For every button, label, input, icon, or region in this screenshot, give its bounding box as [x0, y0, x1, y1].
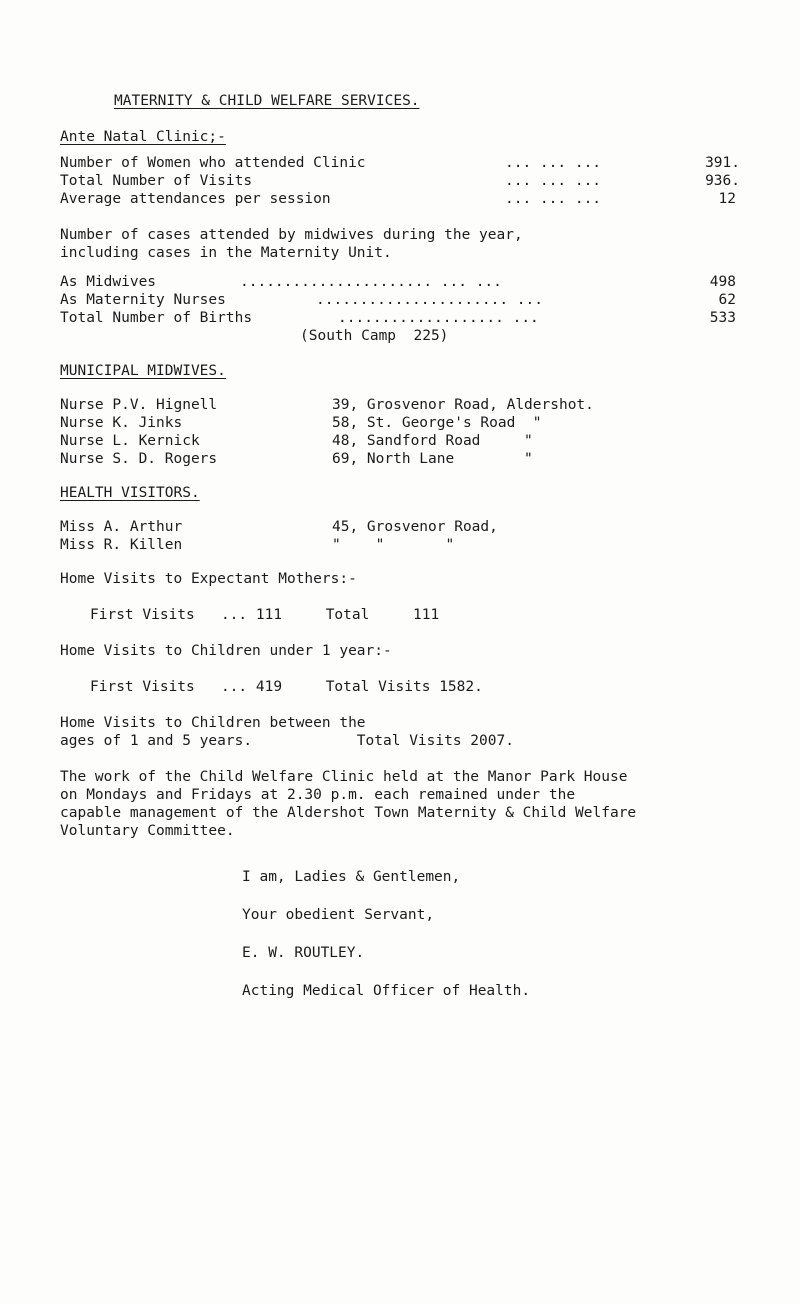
cases-row-label: As Midwives [60, 274, 157, 290]
midwife-name: Nurse S. D. Rogers [60, 451, 218, 467]
antenatal-row-value: 936. [705, 173, 740, 189]
south-camp-note: (South Camp 225) [300, 328, 449, 344]
children-visits-line: First Visits ... 419 Total Visits 1582. [90, 679, 483, 695]
midwife-name: Nurse L. Kernick [60, 433, 200, 449]
antenatal-row-label: Average attendances per session [60, 191, 331, 207]
cases-row-value: 498 [709, 274, 736, 290]
paragraph-line: capable management of the Aldershot Town Maternity & Child Welfare [60, 805, 637, 821]
antenatal-row-value: 391. [705, 155, 740, 171]
cases-row-label: As Maternity Nurses [60, 292, 226, 308]
page-title: MATERNITY & CHILD WELFARE SERVICES. [114, 93, 420, 109]
midwife-address: 39, Grosvenor Road, Aldershot. [332, 397, 594, 413]
signatory-role: Acting Medical Officer of Health. [242, 983, 531, 999]
paragraph-line: on Mondays and Fridays at 2.30 p.m. each remained under the [60, 787, 576, 803]
health-visitors-heading: HEALTH VISITORS. [60, 485, 200, 501]
antenatal-heading: Ante Natal Clinic;- [60, 129, 226, 145]
visitor-address: " " " [332, 537, 455, 553]
midwife-address: 48, Sandford Road " [332, 433, 533, 449]
midwife-name: Nurse P.V. Hignell [60, 397, 218, 413]
closing-salutation: I am, Ladies & Gentlemen, [242, 869, 461, 885]
closing-servant: Your obedient Servant, [242, 907, 435, 923]
cases-row-value: 62 [718, 292, 736, 308]
expectant-heading: Home Visits to Expectant Mothers:- [60, 571, 357, 587]
antenatal-row-dots: ... ... ... [505, 155, 602, 171]
visitor-name: Miss A. Arthur [60, 519, 183, 535]
cases-row-dots: ...................... ... [316, 292, 543, 308]
cases-row-value: 533 [709, 310, 736, 326]
midwife-address: 58, St. George's Road " [332, 415, 542, 431]
midwife-address: 69, North Lane " [332, 451, 533, 467]
cases-row-label: Total Number of Births [60, 310, 253, 326]
cases-row-dots: ...................... ... ... [240, 274, 502, 290]
antenatal-row-value: 12 [718, 191, 736, 207]
visitor-name: Miss R. Killen [60, 537, 183, 553]
paragraph-line: Voluntary Committee. [60, 823, 235, 839]
cases-intro: including cases in the Maternity Unit. [60, 245, 392, 261]
antenatal-row-dots: ... ... ... [505, 173, 602, 189]
paragraph-line: The work of the Child Welfare Clinic held at the Manor Park House [60, 769, 628, 785]
midwife-name: Nurse K. Jinks [60, 415, 183, 431]
antenatal-row-dots: ... ... ... [505, 191, 602, 207]
cases-intro: Number of cases attended by midwives during the year, [60, 227, 523, 243]
older-children-line: ages of 1 and 5 years. Total Visits 2007. [60, 733, 514, 749]
visitor-address: 45, Grosvenor Road, [332, 519, 498, 535]
cases-row-dots: ................... ... [338, 310, 539, 326]
midwives-heading: MUNICIPAL MIDWIVES. [60, 363, 226, 379]
older-children-line: Home Visits to Children between the [60, 715, 366, 731]
expectant-visits-line: First Visits ... 111 Total 111 [90, 607, 440, 623]
signatory-name: E. W. ROUTLEY. [242, 945, 365, 961]
antenatal-row-label: Total Number of Visits [60, 173, 253, 189]
children-heading: Home Visits to Children under 1 year:- [60, 643, 392, 659]
antenatal-row-label: Number of Women who attended Clinic [60, 155, 366, 171]
